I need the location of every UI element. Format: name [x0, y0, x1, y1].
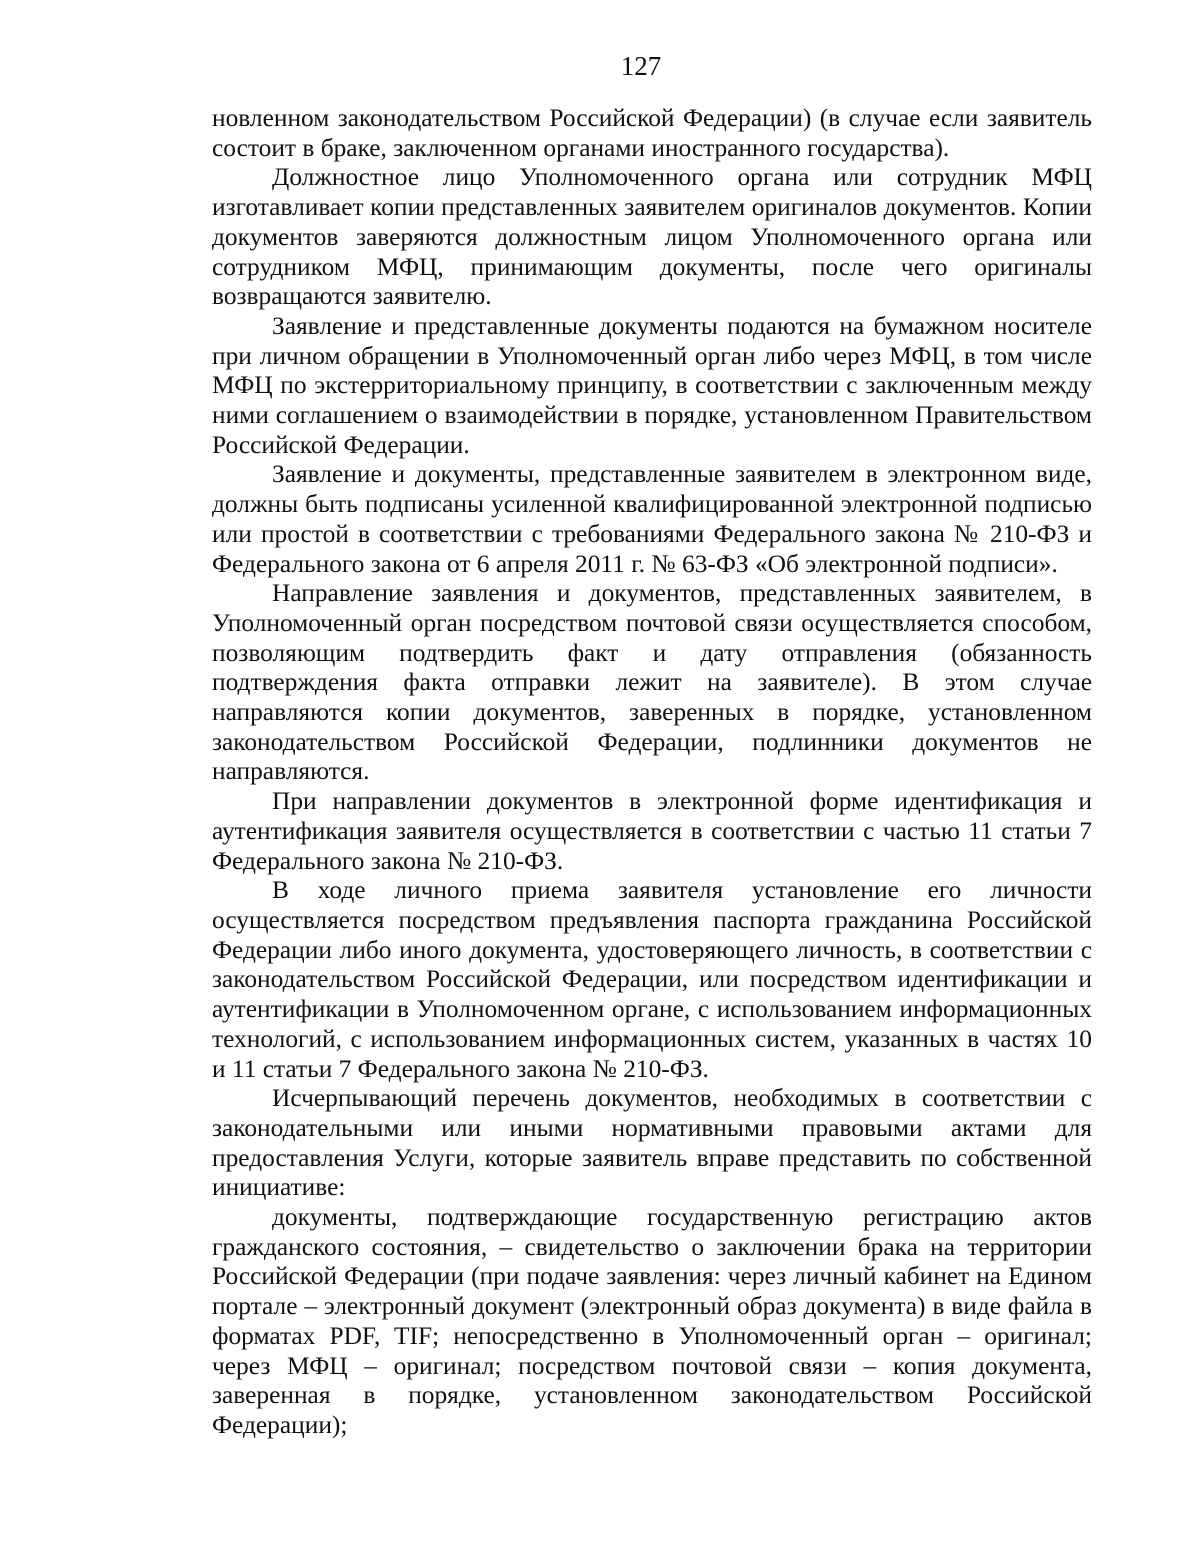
- paragraph: Исчерпывающий перечень документов, необходимых в соответствии с законодательными или иными нормативными правовыми актами для предоставления Услуги, которые заявитель вправе представить по собственной инициативе:: [212, 1084, 1092, 1202]
- paragraph: Заявление и документы, представленные заявителем в электронном виде, должны быть подписаны усиленной квалифицированной электронной подписью или простой в соответствии с требованиями Федерального закона № 210-ФЗ и Федерального закона от 6 апреля 2011 г. № 63-ФЗ «Об электронной подписи».: [212, 460, 1092, 578]
- paragraph: Направление заявления и документов, представленных заявителем, в Уполномоченный орган посредством почтовой связи осуществляется способом, позволяющим подтвердить факт и дату отправления (обязанность подтверждения факта отправки лежит на заявителе). В этом случае направляются копии документов, заверенных в порядке, установленном законодательством Российской Федерации, подлинники документов не направляются.: [212, 579, 1092, 786]
- paragraph: Должностное лицо Уполномоченного органа или сотрудник МФЦ изготавливает копии представленных заявителем оригиналов документов. Копии документов заверяются должностным лицом Уполномоченного органа или сотрудником МФЦ, принимающим документы, после чего оригиналы возвращаются заявителю.: [212, 163, 1092, 311]
- document-body: [212, 104, 1092, 1441]
- paragraph: При направлении документов в электронной форме идентификация и аутентификация заявителя осуществляется в соответствии с частью 11 статьи 7 Федерального закона № 210-ФЗ.: [212, 787, 1092, 875]
- page-number: 127: [620, 51, 662, 81]
- paragraph: Заявление и представленные документы подаются на бумажном носителе при личном обращении в Уполномоченный орган либо через МФЦ, в том числе МФЦ по экстерриториальному принципу, в соответствии с заключенным между ними соглашением о взаимодействии в порядке, установленном Правительством Российской Федерации.: [212, 311, 1092, 459]
- paragraph: В ходе личного приема заявителя установление его личности осуществляется посредством предъявления паспорта гражданина Российской Федерации либо иного документа, удостоверяющего личность, в соответствии с законодательством Российской Федерации, или посредством идентификации и аутентификации в Уполномоченном органе, с использованием информационных технологий, с использованием информационных систем, указанных в частях 10 и 11 статьи 7 Федерального закона № 210-ФЗ.: [212, 876, 1092, 1083]
- paragraph-continuation: новленном законодательством Российской Федерации) (в случае если заявитель состоит в браке, заключенном органами иностранного государства).: [212, 104, 1092, 162]
- paragraph: документы, подтверждающие государственную регистрацию актов гражданского состояния, – свидетельство о заключении брака на территории Российской Федерации (при подаче заявления: через личный кабинет на Едином портале – электронный документ (электронный образ документа) в виде файла в форматах PDF, TIF; непосредственно в Уполномоченный орган – оригинал; через МФЦ – оригинал; посредством почтовой связи – копия документа, заверенная в порядке, установленном законодательством Российской Федерации);: [212, 1203, 1092, 1439]
